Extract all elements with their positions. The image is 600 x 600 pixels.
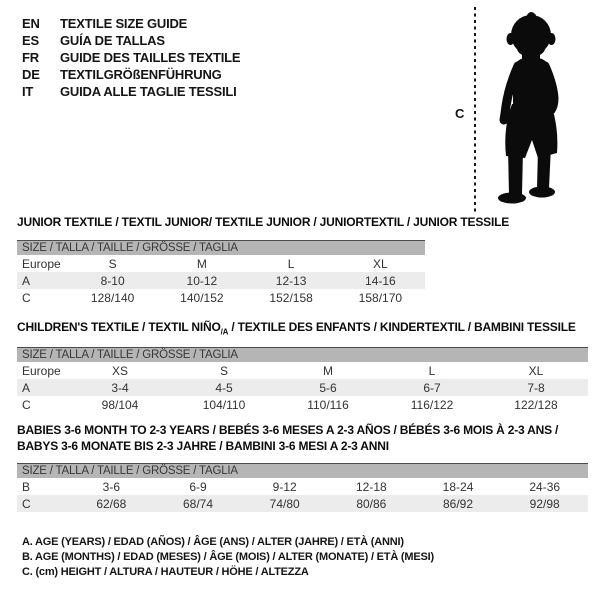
value-cell: 18-24 [442, 479, 474, 494]
size-header-bar: SIZE / TALLA / TAILLE / GRÖSSE / TAGLIA [17, 240, 425, 255]
value-cell: 24-36 [529, 479, 561, 494]
language-row-es [22, 32, 240, 49]
language-row-de [22, 66, 240, 83]
value-cell: 5-6 [319, 380, 337, 395]
value-cell: 6-7 [423, 380, 441, 395]
value-cell: 110/116 [307, 397, 349, 412]
value-cell: 12-18 [356, 479, 387, 494]
row-label: C [22, 290, 31, 305]
baby-silhouette-icon [483, 8, 583, 208]
title-subscript: /A [220, 327, 229, 337]
junior-size-table [17, 240, 425, 306]
table-row-europe [17, 255, 425, 272]
footnote-age-months: B. AGE (MONTHS) / EDAD (MESES) / ÂGE (MOIS) / ALTER (MONATE) / ETÀ (MESI) [22, 551, 434, 563]
children-section-title [17, 320, 576, 336]
babies-size-table [17, 463, 588, 512]
value-cell: 140/152 [180, 290, 224, 305]
height-measure-label: C [455, 106, 465, 121]
footnote-age-years: A. AGE (YEARS) / EDAD (AÑOS) / ÂGE (ANS) / ALTER (JAHRE) / ETÀ (ANNI) [22, 536, 404, 548]
value-cell: 4-5 [215, 380, 233, 395]
table-row-europe [17, 362, 588, 379]
language-code: DE [22, 67, 40, 82]
title-text: / TEXTILE DES ENFANTS / KINDERTEXTIL / BAMBINI TESSILE [228, 320, 576, 334]
value-cell: 14-16 [365, 273, 396, 288]
row-label: C [22, 397, 31, 412]
language-row-fr [22, 49, 240, 66]
value-cell: 128/140 [90, 290, 135, 305]
size-cell: S [108, 256, 117, 271]
value-cell: 74/80 [269, 496, 300, 511]
size-header-bar: SIZE / TALLA / TAILLE / GRÖSSE / TAGLIA [17, 347, 588, 362]
value-cell: 104/110 [202, 397, 246, 412]
size-cell: L [287, 256, 295, 271]
babies-section-title-line1: BABIES 3-6 MONTH TO 2-3 YEARS / BEBÉS 3-6 MESES A 2-3 AÑOS / BÉBÉS 3-6 MOIS À 2-3 ANS / [17, 423, 559, 437]
value-cell: 12-13 [275, 273, 307, 288]
language-code: IT [22, 84, 34, 99]
value-cell: 68/74 [182, 496, 214, 511]
value-cell: 3-4 [111, 380, 129, 395]
value-cell: 86/92 [443, 496, 474, 511]
legend-footnotes [22, 536, 434, 581]
language-row-it [22, 83, 240, 100]
value-cell: 6-9 [189, 479, 207, 494]
value-cell: 122/128 [514, 397, 558, 412]
table-row-height [17, 495, 588, 512]
language-label: GUIDA ALLE TAGLIE TESSILI [60, 84, 237, 99]
value-cell: 80/86 [356, 496, 387, 511]
size-cell: XL [373, 256, 388, 271]
table-row-age [17, 272, 425, 289]
table-row-height [17, 289, 425, 306]
value-cell: 158/170 [358, 290, 403, 305]
value-cell: 92/98 [529, 496, 560, 511]
value-cell: 98/104 [101, 397, 139, 412]
title-text: CHILDREN'S TEXTILE / TEXTIL NIÑO [17, 320, 221, 334]
table-row-height [17, 396, 588, 413]
value-cell: 62/68 [96, 496, 127, 511]
language-label: TEXTILGRÖßENFÜHRUNG [60, 67, 222, 82]
children-size-table [17, 347, 588, 413]
value-cell: 152/158 [269, 290, 313, 305]
size-cell: S [219, 363, 228, 378]
row-label: B [22, 479, 31, 494]
language-code: ES [22, 33, 39, 48]
table-row-age [17, 379, 588, 396]
size-cell: XS [111, 363, 128, 378]
language-code: EN [22, 16, 40, 31]
language-label: TEXTILE SIZE GUIDE [60, 16, 188, 31]
footnote-height: C. (cm) HEIGHT / ALTURA / HAUTEUR / HÖHE / ALTEZZA [22, 566, 309, 578]
size-header-bar: SIZE / TALLA / TAILLE / GRÖSSE / TAGLIA [17, 463, 588, 478]
row-label: Europe [22, 363, 61, 378]
table-row-age-months [17, 478, 588, 495]
size-cell: XL [528, 363, 544, 378]
value-cell: 10-12 [186, 273, 218, 288]
language-list [22, 15, 240, 100]
language-label: GUIDE DES TAILLES TEXTILE [60, 50, 241, 65]
babies-section-title-line2: BABYS 3-6 MONATE BIS 2-3 JAHRE / BAMBINI 3-6 MESI A 2-3 ANNI [17, 439, 389, 453]
height-measure-dashed-line [474, 7, 476, 212]
row-label: C [22, 496, 31, 511]
language-label: GUÍA DE TALLAS [60, 33, 165, 48]
value-cell: 7-8 [527, 380, 545, 395]
size-cell: L [428, 363, 436, 378]
row-label: A [22, 380, 31, 395]
row-label: A [22, 273, 31, 288]
junior-section-title: JUNIOR TEXTILE / TEXTIL JUNIOR/ TEXTILE JUNIOR / JUNIORTEXTIL / JUNIOR TESSILE [17, 215, 510, 229]
language-code: FR [22, 50, 39, 65]
value-cell: 8-10 [100, 273, 125, 288]
language-row-en [22, 15, 240, 32]
value-cell: 116/122 [410, 397, 454, 412]
size-cell: M [323, 363, 333, 378]
row-label: Europe [22, 256, 61, 271]
value-cell: 3-6 [102, 479, 120, 494]
size-cell: M [196, 256, 207, 271]
value-cell: 9-12 [272, 479, 297, 494]
